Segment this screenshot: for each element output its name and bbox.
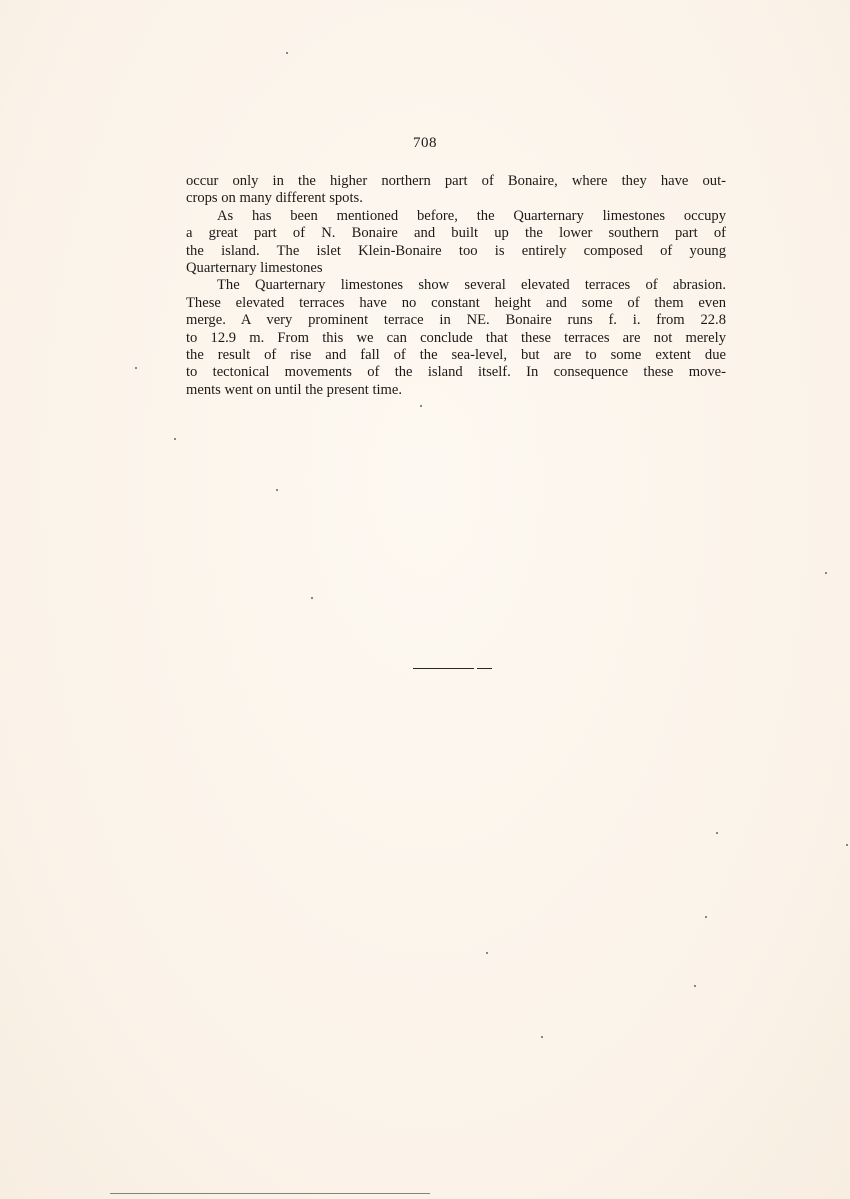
- scan-speck: [694, 985, 696, 987]
- text-line: Quarternary limestones: [186, 260, 323, 277]
- text-line: As has been mentioned before, the Quarternary limestones occupy: [217, 207, 726, 224]
- text-line: the result of rise and fall of the sea-level, but are to some extent due: [186, 347, 726, 364]
- text-line: to 12.9 m. From this we can conclude that these terraces are not merely: [186, 329, 726, 346]
- scan-speck: [311, 597, 313, 599]
- text-line: merge. A very prominent terrace in NE. Bonaire runs f. i. from 22.8: [186, 312, 726, 329]
- scan-speck: [420, 405, 422, 407]
- text-line: the island. The islet Klein-Bonaire too is entirely composed of young: [186, 242, 726, 259]
- scan-speck: [174, 438, 176, 440]
- text-line: to tectonical movements of the island itself. In consequence these move-: [186, 364, 726, 381]
- scan-speck: [716, 832, 718, 834]
- page-bottom-edge: [110, 1193, 430, 1194]
- body-text: [186, 173, 726, 399]
- text-line: ments went on until the present time.: [186, 381, 403, 398]
- scan-speck: [846, 844, 848, 846]
- section-end-rule-short: [477, 668, 492, 669]
- scan-speck: [541, 1036, 543, 1038]
- text-line: The Quarternary limestones show several elevated terraces of abrasion.: [217, 277, 726, 294]
- scan-speck: [825, 572, 827, 574]
- scan-speck: [705, 916, 707, 918]
- text-line: occur only in the higher northern part of Bonaire, where they have out-: [186, 173, 726, 189]
- section-end-rule: [413, 668, 474, 669]
- scan-speck: [486, 952, 488, 954]
- scan-speck: [286, 52, 288, 54]
- text-line: a great part of N. Bonaire and built up the lower southern part of: [186, 225, 726, 242]
- text-line: These elevated terraces have no constant height and some of them even: [186, 294, 726, 311]
- scan-speck: [135, 367, 137, 369]
- text-line: crops on many different spots.: [186, 190, 363, 207]
- scan-speck: [276, 489, 278, 491]
- page-number: 708: [413, 135, 437, 151]
